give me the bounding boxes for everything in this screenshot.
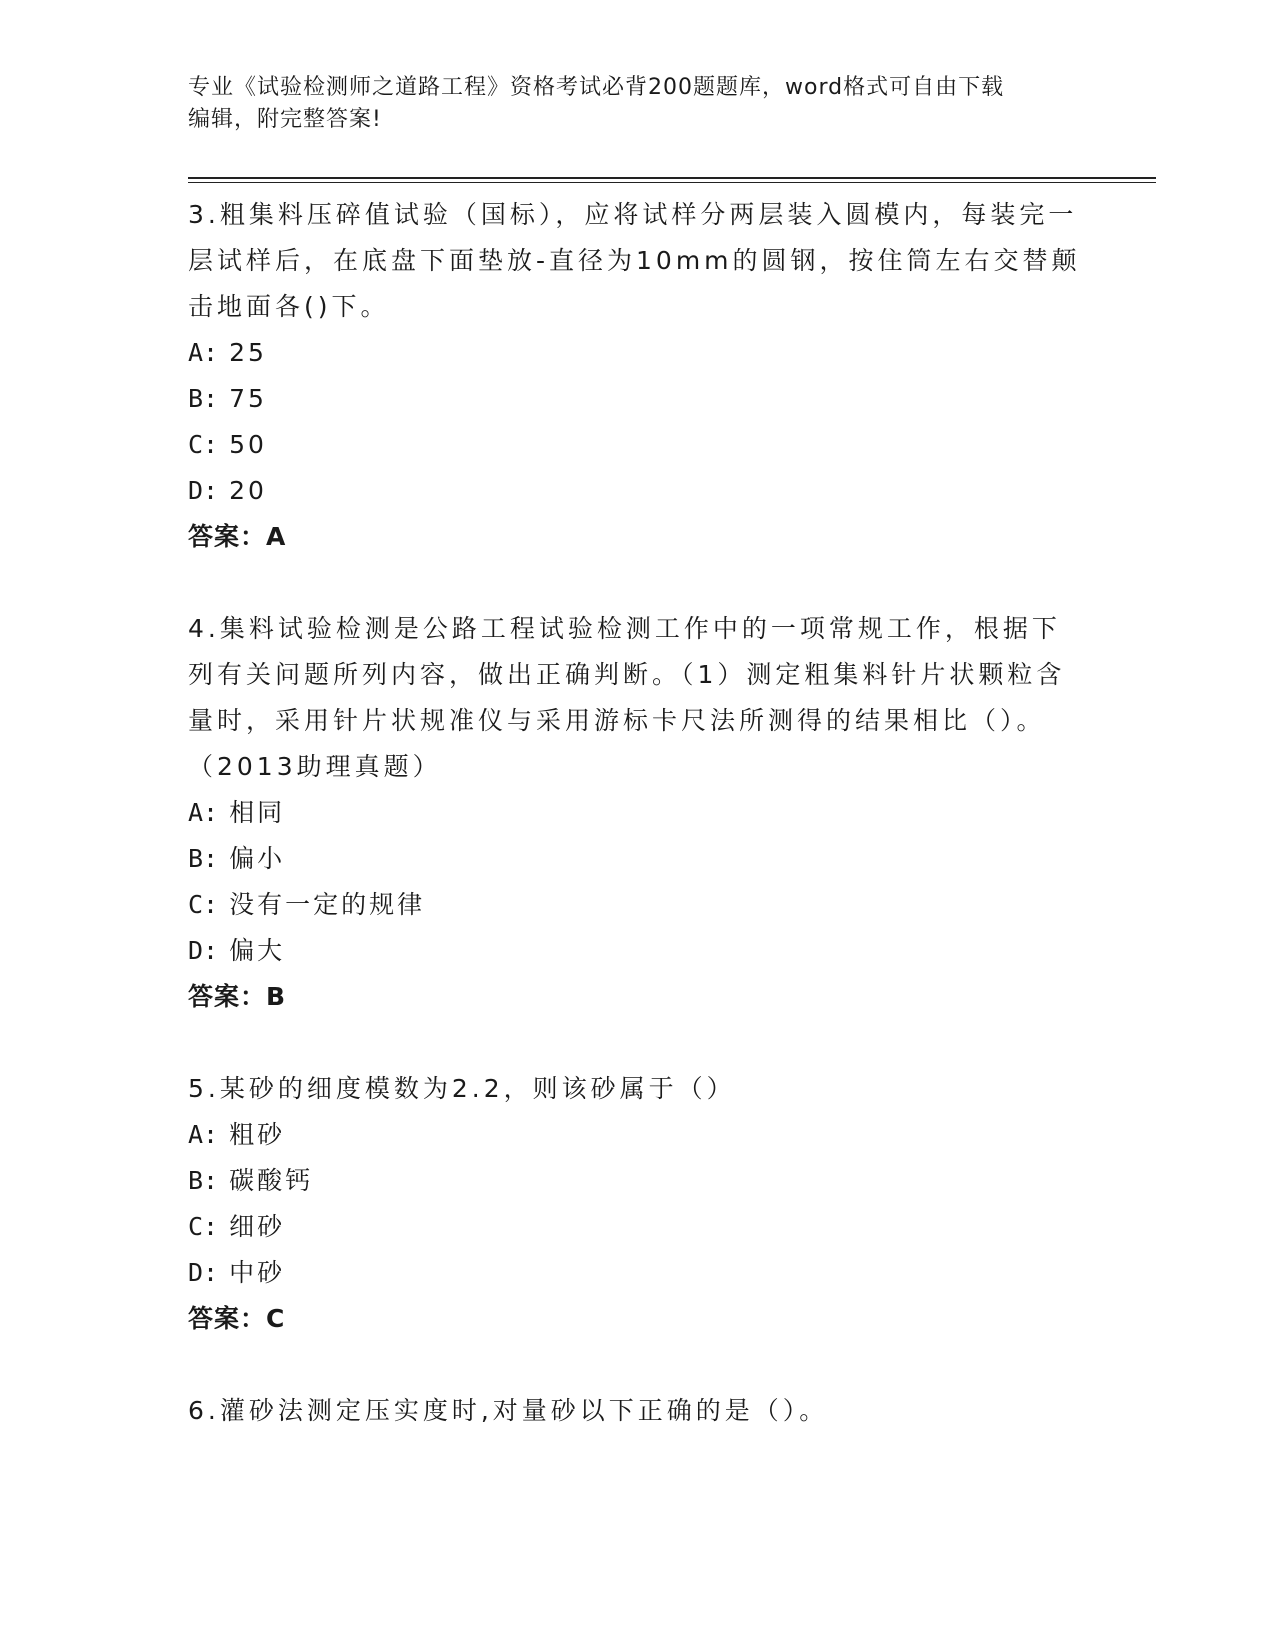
option-letter: D: (188, 1258, 219, 1287)
option-b (188, 1158, 1088, 1204)
option-text: 偏大 (229, 936, 286, 965)
option-c (188, 1204, 1088, 1250)
question-text: 4.集料试验检测是公路工程试验检测工作中的一项常规工作，根据下列有关问题所列内容，做出正确判断。（1）测定粗集料针片状颗粒含量时，采用针片状规准仪与采用游标卡尺法所测得的结果相比（）。（2013助理真题） (188, 614, 1066, 781)
header-line-2: 编辑，附完整答案! (188, 107, 382, 132)
option-text: 20 (229, 476, 267, 505)
option-text: 细砂 (229, 1212, 286, 1241)
question-text: 6.灌砂法测定压实度时,对量砂以下正确的是（）。 (188, 1396, 829, 1425)
option-text: 中砂 (229, 1258, 286, 1287)
header-line-1: 专业《试验检测师之道路工程》资格考试必背200题题库，word格式可自由下载 (188, 75, 1005, 100)
option-a (188, 790, 1088, 836)
option-d (188, 1250, 1088, 1296)
option-letter: D: (188, 476, 219, 505)
option-d (188, 928, 1088, 974)
option-text: 没有一定的规律 (229, 890, 426, 919)
answer-line: 答案：A (188, 522, 287, 551)
option-letter: A: (188, 338, 219, 367)
header-divider-thick (188, 177, 1156, 179)
option-text: 50 (229, 430, 267, 459)
option-c (188, 882, 1088, 928)
option-b (188, 836, 1088, 882)
option-letter: A: (188, 798, 219, 827)
option-letter: B: (188, 1166, 219, 1195)
option-c (188, 422, 1088, 468)
option-a (188, 1112, 1088, 1158)
option-text: 相同 (229, 798, 286, 827)
answer-line: 答案：C (188, 1304, 286, 1333)
option-text: 75 (229, 384, 267, 413)
option-letter: A: (188, 1120, 219, 1149)
option-a (188, 330, 1088, 376)
option-text: 粗砂 (229, 1120, 286, 1149)
option-letter: D: (188, 936, 219, 965)
document-header (188, 72, 1088, 136)
option-letter: B: (188, 844, 219, 873)
option-letter: C: (188, 430, 219, 459)
question-list (188, 192, 1088, 1480)
question-3 (188, 192, 1088, 560)
option-letter: C: (188, 1212, 219, 1241)
option-text: 偏小 (229, 844, 286, 873)
option-letter: C: (188, 890, 219, 919)
question-6 (188, 1388, 1088, 1434)
question-text: 5.某砂的细度模数为2.2，则该砂属于（） (188, 1074, 736, 1103)
option-b (188, 376, 1088, 422)
option-text: 碳酸钙 (229, 1166, 314, 1195)
option-letter: B: (188, 384, 219, 413)
question-5 (188, 1066, 1088, 1342)
option-text: 25 (229, 338, 267, 367)
header-divider-thin (188, 182, 1156, 183)
question-4 (188, 606, 1088, 1020)
answer-line: 答案：B (188, 982, 287, 1011)
option-d (188, 468, 1088, 514)
question-text: 3.粗集料压碎值试验（国标），应将试样分两层装入圆模内，每装完一层试样后，在底盘下面垫放-直径为10mm的圆钢，按住筒左右交替颠击地面各()下。 (188, 200, 1081, 321)
